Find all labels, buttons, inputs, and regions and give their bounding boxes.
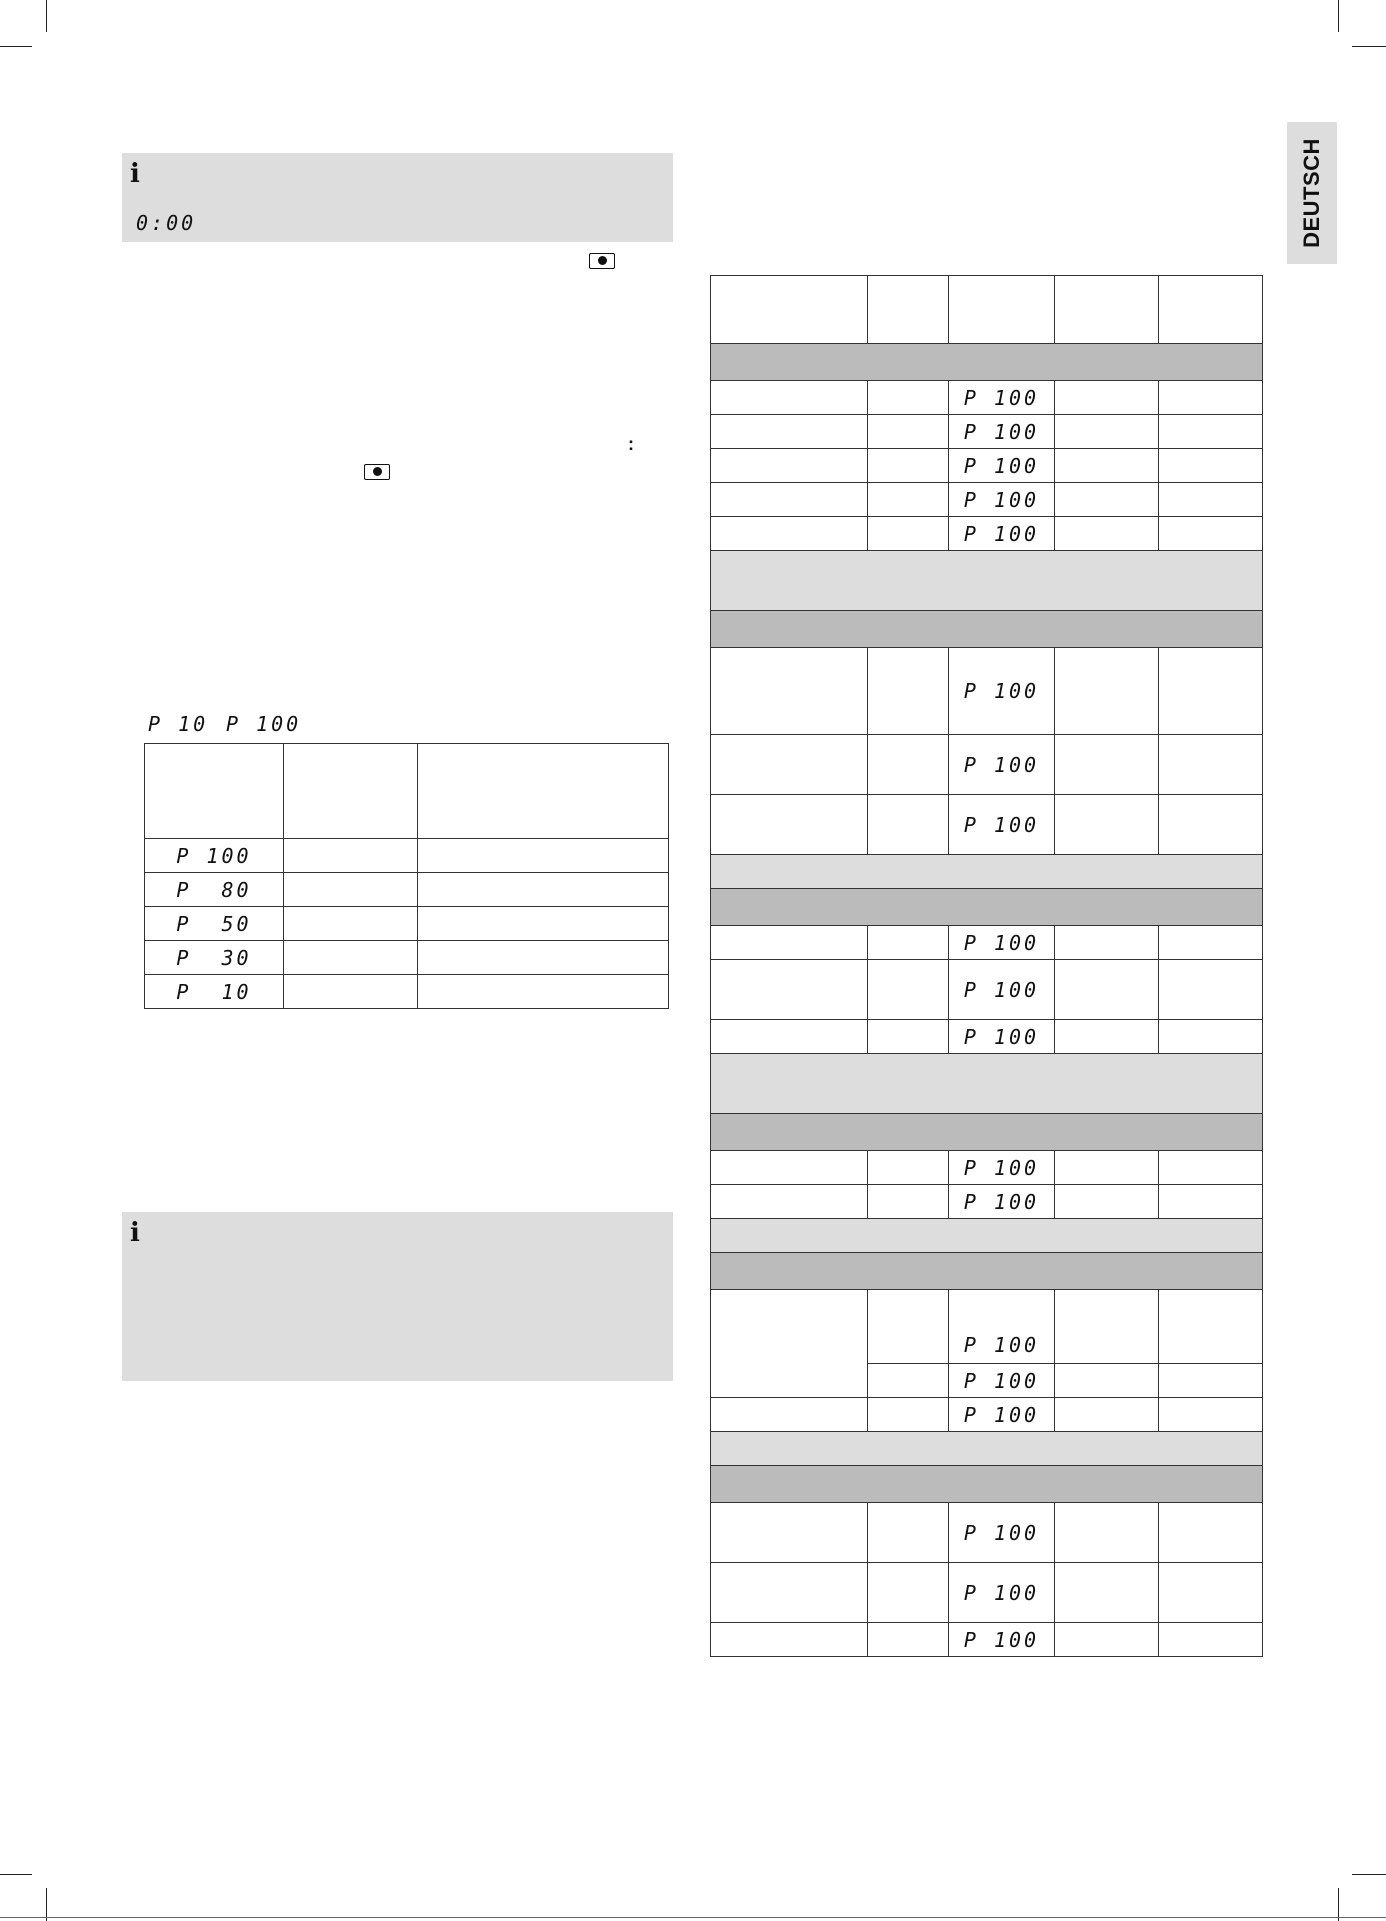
- info-note-top: [122, 153, 673, 242]
- section-row: [711, 1253, 1263, 1290]
- info-icon: i: [130, 159, 140, 189]
- power-display: P 100: [145, 839, 284, 873]
- table-row: [711, 483, 1263, 517]
- table-row: [711, 415, 1263, 449]
- power-display: P 100: [949, 1503, 1055, 1563]
- table-row: [145, 839, 669, 873]
- table-row: [711, 1185, 1263, 1219]
- section-row: [711, 855, 1263, 889]
- section-row: [711, 1219, 1263, 1253]
- bottom-rule: [0, 1917, 1386, 1918]
- section-row: [711, 1466, 1263, 1503]
- power-display: P 100: [949, 1398, 1055, 1432]
- power-range-from: P 10: [148, 712, 209, 736]
- table-row: [711, 648, 1263, 735]
- timer-icon: [589, 253, 615, 269]
- power-display: P 30: [145, 941, 284, 975]
- crop-mark: [1338, 0, 1339, 32]
- colon-icon: :: [628, 434, 634, 454]
- language-tab-label: DEUTSCH: [1299, 138, 1324, 248]
- section-row: [711, 1114, 1263, 1151]
- table-row: [711, 1020, 1263, 1054]
- power-display: P 80: [145, 873, 284, 907]
- table-row: [711, 381, 1263, 415]
- power-display: P 10: [145, 975, 284, 1009]
- power-display: P 100: [949, 381, 1055, 415]
- power-display: P 100: [949, 1020, 1055, 1054]
- power-display: P 100: [949, 1563, 1055, 1623]
- table-row: [145, 907, 669, 941]
- section-row: [711, 551, 1263, 611]
- power-display: P 100: [949, 415, 1055, 449]
- power-display: P 100: [949, 960, 1055, 1020]
- crop-mark: [0, 1874, 32, 1875]
- table-row: [711, 517, 1263, 551]
- power-display: P 100: [949, 1290, 1055, 1364]
- power-display: P 100: [949, 648, 1055, 735]
- clock-display: 0:00: [136, 211, 197, 235]
- power-display: P 100: [949, 926, 1055, 960]
- power-display: P 50: [145, 907, 284, 941]
- section-row: [711, 889, 1263, 926]
- power-level-table: [144, 743, 669, 1009]
- section-row: [711, 1432, 1263, 1466]
- table-header-row: [145, 744, 669, 839]
- cooking-table: [710, 275, 1263, 1657]
- table-row: [711, 1563, 1263, 1623]
- crop-mark: [1352, 46, 1386, 47]
- timer-icon: [364, 464, 390, 480]
- crop-mark: [1352, 1874, 1386, 1875]
- table-row: [711, 1290, 1263, 1364]
- power-display: P 100: [949, 1623, 1055, 1657]
- table-row: [711, 926, 1263, 960]
- table-row: [711, 960, 1263, 1020]
- table-row: [711, 449, 1263, 483]
- table-row: [711, 795, 1263, 855]
- crop-mark: [46, 0, 47, 32]
- power-display: P 100: [949, 1151, 1055, 1185]
- power-display: P 100: [949, 517, 1055, 551]
- table-row: [711, 735, 1263, 795]
- power-range-to: P 100: [226, 712, 302, 736]
- table-header-row: [711, 276, 1263, 344]
- table-row: [145, 873, 669, 907]
- table-row: [711, 1503, 1263, 1563]
- section-row: [711, 611, 1263, 648]
- table-row: [711, 1623, 1263, 1657]
- power-display: P 100: [949, 1185, 1055, 1219]
- table-row: [145, 975, 669, 1009]
- language-tab: [1287, 122, 1337, 264]
- table-row: [711, 1398, 1263, 1432]
- info-icon: i: [130, 1218, 140, 1248]
- info-note-bottom: [122, 1212, 673, 1381]
- power-display: P 100: [949, 795, 1055, 855]
- table-row: [145, 941, 669, 975]
- power-display: P 100: [949, 483, 1055, 517]
- section-row: [711, 1054, 1263, 1114]
- power-display: P 100: [949, 1364, 1055, 1398]
- table-row: [711, 1151, 1263, 1185]
- crop-mark: [0, 46, 32, 47]
- power-display: P 100: [949, 735, 1055, 795]
- section-row: [711, 344, 1263, 381]
- power-display: P 100: [949, 449, 1055, 483]
